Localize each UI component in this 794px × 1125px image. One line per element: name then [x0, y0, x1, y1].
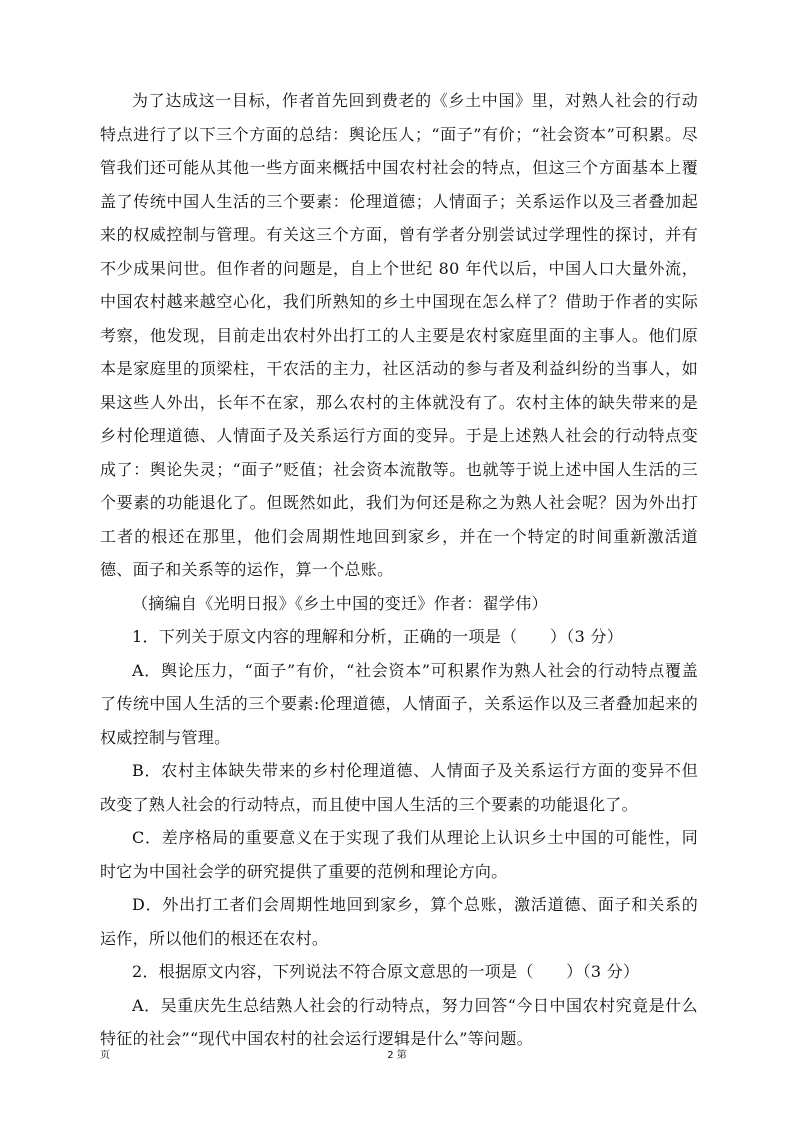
document-body: [100, 84, 698, 1056]
main-paragraph: 为了达成这一目标，作者首先回到费老的《乡土中国》里，对熟人社会的行动特点进行了以下三个方面的总结：舆论压人；“面子”有价；“社会资本”可积累。尽管我们还可能从其他一些方面来概括中国农村社会的特点，但这三个方面基本上覆盖了传统中国人生活的三个要素：伦理道德；人情面子；关系运作以及三者叠加起来的权威控制与管理。有关这三个方面，曾有学者分别尝试过学理性的探讨，并有不少成果问世。但作者的问题是，自上个世纪 80 年代以后，中国人口大量外流，中国农村越来越空心化，我们所熟知的乡土中国现在怎么样了？借助于作者的实际考察，他发现，目前走出农村外出打工的人主要是农村家庭里面的主事人。他们原本是家庭里的顶梁柱，干农活的主力，社区活动的参与者及利益纠纷的当事人，如果这些人外出，长年不在家，那么农村的主体就没有了。农村主体的缺失带来的是乡村伦理道德、人情面子及关系运行方面的变异。于是上述熟人社会的行动特点变成了：舆论失灵；“面子”贬值；社会资本流散等。也就等于说上述中国人生活的三个要素的功能退化了。但既然如此，我们为何还是称之为熟人社会呢？因为外出打工者的根还在那里，他们会周期性地回到家乡，并在一个特定的时间重新激活道德、面子和关系等的运作，算一个总账。: [100, 91, 698, 579]
footer-page-label: 页: [100, 1050, 110, 1061]
question-1-stem: 1．下列关于原文内容的理解和分析，正确的一项是（ ）（3 分）: [132, 627, 624, 646]
question-1-option-d: D．外出打工者们会周期性地回到家乡，算个总账，激活道德、面子和关系的运作，所以他们的根还在农村。: [100, 895, 698, 948]
question-2-stem: 2．根据原文内容，下列说法不符合原文意思的一项是（ ）（3 分）: [132, 962, 640, 981]
question-1-option-a: A．舆论压力，“面子”有价，“社会资本”可积累作为熟人社会的行动特点覆盖了传统中国人生活的三个要素:伦理道德，人情面子，关系运作以及三者叠加起来的权威控制与管理。: [100, 660, 698, 747]
question-1-option-b: B．农村主体缺失带来的乡村伦理道德、人情面子及关系运行方面的变异不但改变了熟人社会的行动特点，而且使中国人生活的三个要素的功能退化了。: [100, 761, 698, 814]
question-1-option-c: C．差序格局的重要意义在于实现了我们从理论上认识乡土中国的可能性，同时它为中国社会学的研究提供了重要的范例和理论方向。: [100, 828, 698, 881]
source-note: （摘编自《光明日报》《乡土中国的变迁》作者：翟学伟）: [132, 593, 548, 613]
footer-page-number: 2 第: [387, 1050, 407, 1061]
question-2-option-a: A．吴重庆先生总结熟人社会的行动特点，努力回答“今日中国农村究竟是什么特征的社会”“现代中国农村的社会运行逻辑是什么”等问题。: [100, 995, 698, 1048]
